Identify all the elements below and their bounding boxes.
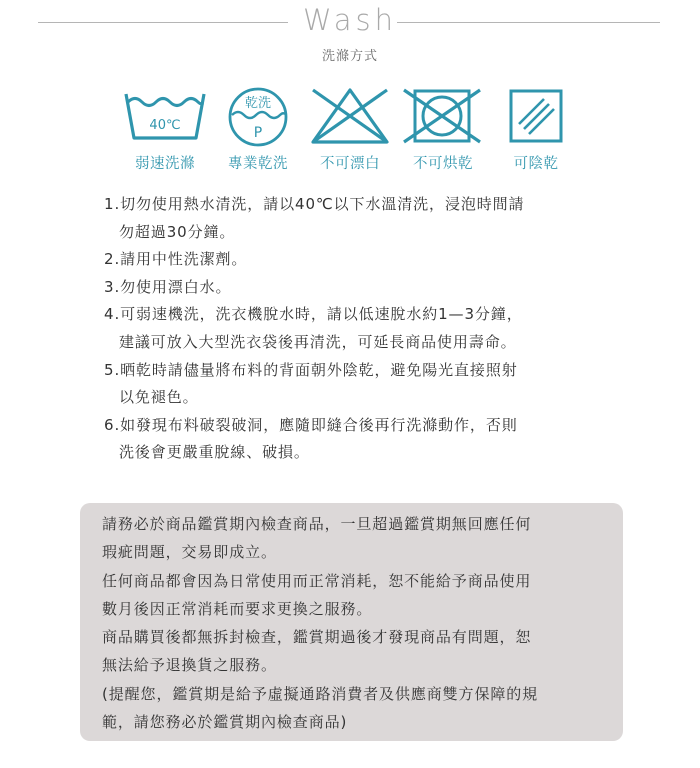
wash-temperature-text: 40℃ <box>149 118 181 133</box>
header-divider-right <box>397 22 660 23</box>
no-tumble-dry-icon <box>398 86 488 146</box>
notice-line: 範，請您務必於鑑賞期內檢查商品) <box>102 713 348 732</box>
care-instructions-list <box>104 191 604 467</box>
care-instruction-line: 勿超過30分鐘。 <box>119 222 236 241</box>
shade-dry-icon <box>491 86 581 146</box>
care-instruction-line: 1.切勿使用熱水清洗，請以40℃以下水溫清洗，浸泡時間請 <box>104 195 525 213</box>
inspection-notice-box <box>80 503 623 741</box>
icon-label-professional-dry-clean: 專業乾洗 <box>228 156 288 172</box>
care-instruction-3 <box>104 274 604 302</box>
care-instruction-4 <box>104 301 604 356</box>
care-instruction-line: 建議可放入大型洗衣袋後再清洗，可延長商品使用壽命。 <box>119 332 517 351</box>
section-title: Wash <box>302 3 398 37</box>
care-instruction-line: 5.晒乾時請儘量將布料的背面朝外陰乾，避免陽光直接照射 <box>104 360 518 379</box>
icon-label-no-tumble-dry: 不可烘乾 <box>413 156 473 172</box>
notice-line: (提醒您，鑑賞期是給予虛擬通路消費者及供應商雙方保障的規 <box>102 684 539 703</box>
dry-clean-p-icon <box>213 86 303 148</box>
dry-clean-text: 乾洗 <box>244 96 272 111</box>
care-instruction-6 <box>104 412 604 467</box>
notice-line: 無法給予退換貨之服務。 <box>102 656 277 675</box>
notice-line: 數月後因正常消耗而要求更換之服務。 <box>102 599 373 618</box>
inspection-notice-text <box>102 510 607 736</box>
care-instruction-line: 4.可弱速機洗，洗衣機脫水時，請以低速脫水約1—3分鐘， <box>104 305 523 324</box>
care-instruction-2 <box>104 246 604 274</box>
dry-clean-p-letter: P <box>253 125 263 141</box>
icon-label-no-bleach: 不可漂白 <box>320 156 380 172</box>
care-instruction-1 <box>104 191 604 246</box>
notice-line: 商品購買後都無拆封檢查，鑑賞期過後才發現商品有問題，恕 <box>102 628 532 647</box>
wash-basin-40c-icon <box>120 86 210 146</box>
care-instruction-5 <box>104 357 604 412</box>
care-instruction-line: 3.勿使用漂白水。 <box>104 277 232 296</box>
icon-label-weak-wash: 弱速洗滌 <box>135 156 195 172</box>
notice-line: 瑕疵問題，交易即成立。 <box>102 543 277 562</box>
care-instruction-line: 2.請用中性洗潔劑。 <box>104 250 248 269</box>
no-bleach-icon <box>305 86 395 146</box>
care-instruction-line: 洗後會更嚴重脫線、破損。 <box>119 443 310 462</box>
icon-label-shade-dry: 可陰乾 <box>513 156 559 172</box>
notice-line: 請務必於商品鑑賞期內檢查商品，一旦超過鑑賞期無回應任何 <box>102 515 532 533</box>
notice-line: 任何商品都會因為日常使用而正常消耗，恕不能給予商品使用 <box>102 571 532 590</box>
section-header <box>0 0 700 70</box>
care-instruction-line: 以免褪色。 <box>119 388 199 407</box>
care-instruction-line: 6.如發現布料破裂破洞，應隨即縫合後再行洗滌動作，否則 <box>104 415 518 434</box>
section-subtitle: 洗滌方式 <box>321 49 378 64</box>
care-symbols <box>0 86 700 176</box>
